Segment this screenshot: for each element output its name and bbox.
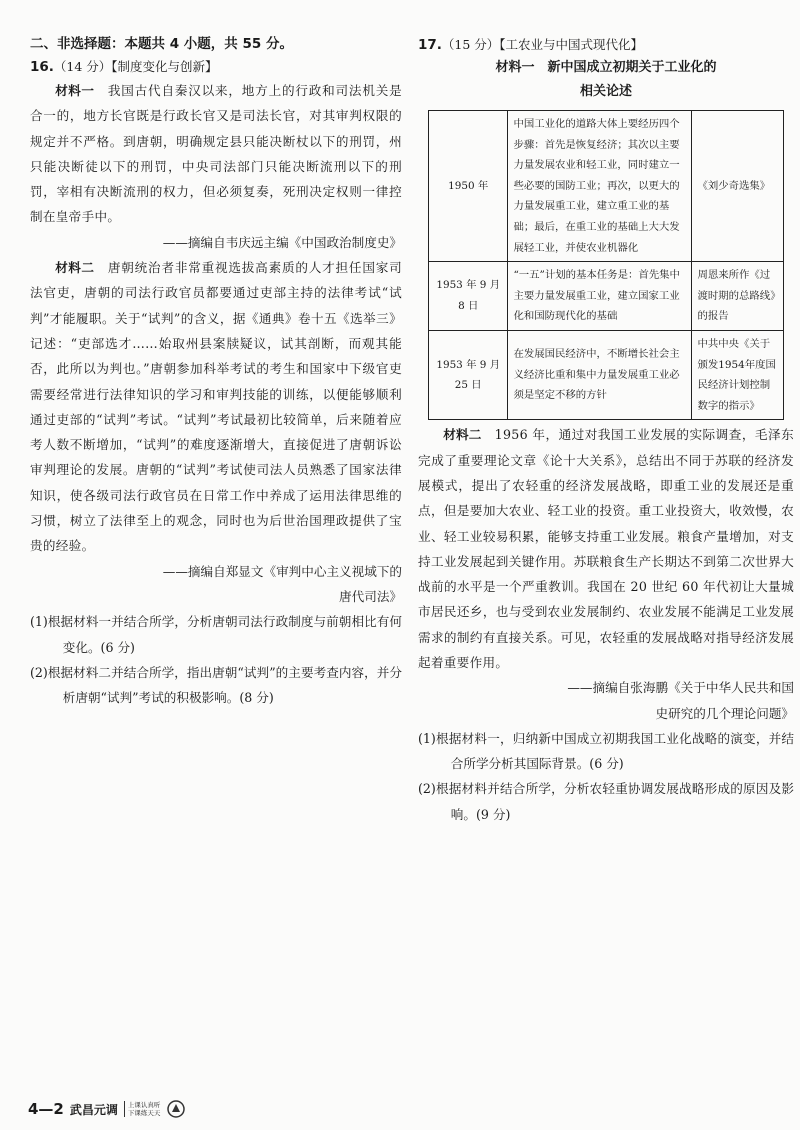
table-cell-source: 《刘少奇选集》 (692, 111, 784, 262)
q16-material2-source-line2: 唐代司法》 (339, 588, 402, 604)
right-column (418, 34, 794, 827)
q17-material2-label: 材料二 (443, 427, 482, 443)
q16-score-topic: （14 分）【制度变化与创新】 (53, 59, 218, 74)
q16-material2 (30, 255, 402, 559)
q16-question-2: (2)根据材料二并结合所学，指出唐朝“试判”的主要考查内容，并分析唐朝“试判”考试的积极影响。(8 分) (30, 664, 402, 706)
brand-logo-icon (166, 1098, 186, 1120)
q16-material2-text: 唐朝统治者非常重视选拔高素质的人才担任国家司法官吏，唐朝的司法行政官员都要通过吏部主持的法律考试“试判”才能履职。关于“试判”的含义，据《通典》卷十五《选举三》记述：“吏部选才……始取州县案牍疑议，试其剖断，而观其能否，此所以为判也。”唐朝参加科举考试的考生和国家中下级官吏需要经常进行法律知识的学习和审判技能的训练，以便能够顺利通过吏部的“试判”考试。“试判”考试最初比较简单，后来随着应考人数不断增加，“试判”的难度逐渐增大，直接促进了唐朝诉讼审判理论的发展。唐朝的“试判”考试使司法人员熟悉了国家法律知识，使各级司法行政官员在日常工作中养成了运用法律思维的习惯，树立了法律至上的观念，同时也为后世治国理政提供了宝贵的经验。 (30, 260, 402, 554)
q17-score-topic: （15 分）【工农业与中国式现代化】 (441, 37, 644, 52)
q16-material2-label: 材料二 (55, 260, 95, 276)
q16-material1 (30, 78, 402, 230)
section-header: 二、非选择题：本题共 4 小题，共 55 分。 (30, 36, 293, 52)
q17-question-1: (1)根据材料一，归纳新中国成立初期我国工业化战略的演变，并结合所学分析其国际背景。(6 分) (418, 730, 794, 772)
page-footer (28, 1098, 186, 1120)
q16-question-1: (1)根据材料一并结合所学，分析唐朝司法行政制度与前朝相比有何变化。(6 分) (30, 614, 402, 655)
q16-material1-label: 材料一 (55, 83, 95, 98)
table-cell-source: 周恩来所作《过渡时期的总路线》的报告 (692, 262, 784, 331)
q17-number: 17. (418, 37, 442, 53)
q17-material2-source-line1: ——摘编自张海鹏《关于中华人民共和国 (567, 680, 794, 696)
table-cell-year: 1953 年 9 月 8 日 (429, 262, 508, 331)
q16-number: 16. (30, 59, 54, 75)
q16-material2-source-line1: ——摘编自郑显文《审判中心主义视域下的 (162, 563, 402, 579)
brand-name: 武昌元调 (69, 1102, 118, 1117)
q17-material2-source-line2: 史研究的几个理论问题》 (655, 705, 794, 721)
q17-table-title-line2: 相关论述 (579, 84, 632, 99)
table-cell-content: 中国工业化的道路大体上要经历四个步骤：首先是恢复经济；其次以主要力量发展农业和轻工业，同时建立一些必要的国防工业；再次，以更大的力量发展重工业，建立重工业的基础；最后，在重工业的基础上大大发展轻工业，并使农业机器化 (508, 111, 692, 262)
table-cell-source: 中共中央《关于颁发1954年度国民经济计划控制数字的指示》 (692, 330, 784, 419)
q17-material2 (418, 422, 794, 675)
table-cell-year: 1953 年 9 月 25 日 (429, 330, 508, 419)
q17-table-title (418, 56, 794, 80)
q17-material1-label: 材料一 (495, 60, 535, 75)
slogan-line1: 上课认真听 (127, 1101, 161, 1109)
table-row (429, 111, 784, 262)
slogan-line2: 下课练天天 (127, 1109, 161, 1117)
left-column (30, 34, 402, 710)
q17-header (418, 34, 794, 56)
table-cell-content: “一五”计划的基本任务是：首先集中主要力量发展重工业，建立国家工业化和国防现代化的基础 (508, 262, 692, 331)
page-number: 4—2 (28, 1100, 64, 1118)
q17-industrialization-table (428, 110, 784, 420)
q16-material1-text: 我国古代自秦汉以来，地方上的行政和司法机关是合一的，地方长官既是行政长官又是司法长官，对其审判权限的规定并不严格。到唐朝，明确规定县只能决断杖以下的刑罚，州只能决断徒以下的刑罚，中央司法部门只能决断流刑以下的刑罚，宰相有决断流刑的权力，但必须复奏，死刑决定权则一律控制在皇帝手中。 (30, 83, 402, 225)
q17-table-title-line1: 新中国成立初期关于工业化的 (547, 60, 717, 75)
table-cell-content: 在发展国民经济中，不断增长社会主义经济比重和集中力量发展重工业必须是坚定不移的方针 (508, 330, 692, 419)
table-cell-year: 1950 年 (429, 111, 508, 262)
q16-material1-source: ——摘编自韦庆远主编《中国政治制度史》 (162, 234, 402, 250)
table-row (429, 330, 784, 419)
table-row (429, 262, 784, 331)
q17-material2-text: 1956 年，通过对我国工业发展的实际调查，毛泽东完成了重要理论文章《论十大关系》，总结出不同于苏联的经济发展模式，提出了农轻重的经济发展战略，即重工业的发展还是重点，但是要加大农业、轻工业的投资。重工业投资大，收效慢，农业、轻工业较易积累，能够支持重工业发展。粮食产量增加，对支持工业发展起到关键作用。苏联粮食生产长期达不到第二次世界大战前的水平是一个严重教训。我国在 20 世纪 60 年代初让大量城市居民还乡，也与受到农业发展制约、农业发展不能满足工业发展需求的制约有直接关系。可见，农轻重的发展战略对指导经济发展起着重要作用。 (418, 427, 794, 670)
q17-question-2: (2)根据材料并结合所学，分析农轻重协调发展战略形成的原因及影响。(9 分) (418, 781, 794, 822)
q16-header (30, 56, 402, 78)
brand-slogan (124, 1101, 161, 1117)
